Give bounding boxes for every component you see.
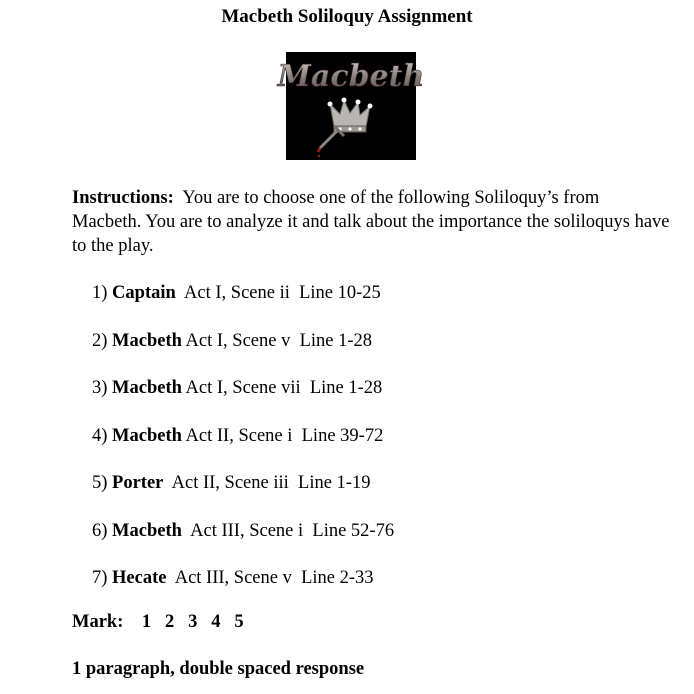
mark-value: 4 [211,612,221,632]
item-reference: Act II, Scene i Line 39-72 [185,425,384,446]
item-speaker: Hecate [112,568,167,588]
item-number: 2) [92,330,108,351]
item-reference: Act III, Scene i Line 52-76 [186,520,395,541]
response-requirement: 1 paragraph, double spaced response [72,659,365,679]
item-reference: Act III, Scene v Line 2-33 [174,568,374,588]
list-item [92,471,394,519]
mark-scale [72,612,244,633]
item-reference: Act II, Scene iii Line 1-19 [171,473,371,493]
item-reference: Act I, Scene vii Line 1-28 [185,378,383,398]
soliloquy-list [92,281,394,614]
item-speaker: Porter [112,473,164,493]
instructions-label: Instructions: [72,188,174,208]
list-item [92,519,394,567]
item-number: 4) [92,425,108,446]
item-speaker: Macbeth [112,425,182,446]
list-item [92,376,394,424]
mark-label: Mark: [72,612,124,632]
mark-value: 2 [165,612,175,632]
page-title: Macbeth Soliloquy Assignment [221,6,473,27]
item-speaker: Macbeth [112,520,182,541]
list-item [92,424,394,472]
mark-value: 3 [188,612,198,632]
list-item [92,566,394,614]
instructions-text: You are to choose one of the following Soliloquy’s from Macbeth. You are to analyze it and talk about the importance the soliloquys have to the play. [72,188,670,256]
item-reference: Act I, Scene ii Line 10-25 [184,283,381,303]
mark-value: 5 [234,612,244,632]
item-reference: Act I, Scene v Line 1-28 [185,330,373,351]
macbeth-logo-image [277,52,425,160]
item-number: 1) [92,283,108,303]
item-speaker: Macbeth [112,330,182,351]
item-number: 7) [92,568,108,588]
instructions-paragraph [72,186,672,258]
item-number: 6) [92,520,108,541]
list-item [92,329,394,377]
item-number: 3) [92,378,108,398]
list-item [92,281,394,329]
item-speaker: Macbeth [112,378,182,398]
mark-value: 1 [141,612,152,632]
item-number: 5) [92,473,108,493]
svg-text:Macbeth: Macbeth [277,59,425,94]
item-speaker: Captain [112,283,176,303]
dagger-icon [318,126,344,157]
